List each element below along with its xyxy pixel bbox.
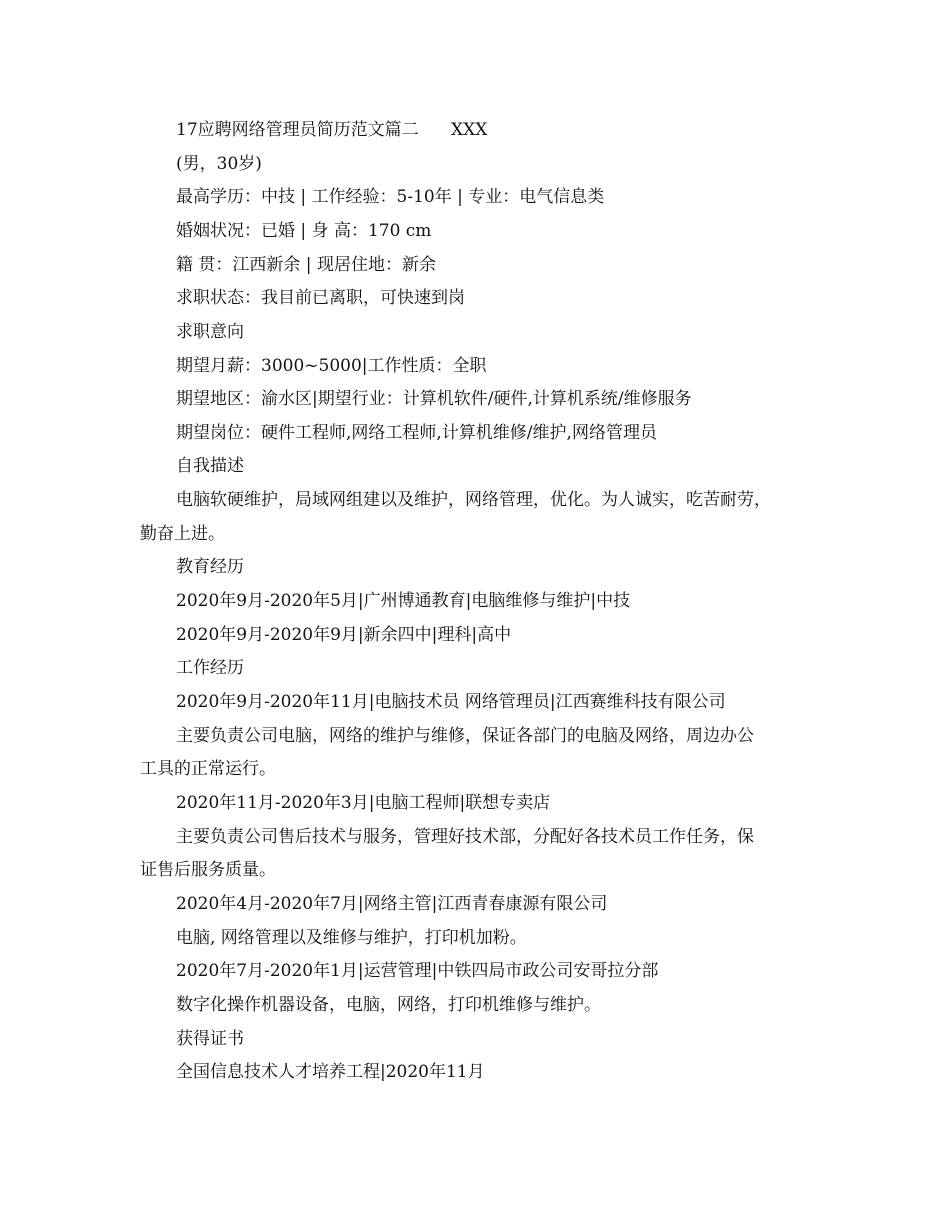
title-line: 17应聘网络管理员简历范文篇二 XXX <box>176 120 488 140</box>
origin-line: 籍 贯：江西新余 | 现居住地：新余 <box>176 255 436 275</box>
salary-line: 期望月薪：3000~5000|工作性质：全职 <box>176 356 487 376</box>
self-heading: 自我描述 <box>176 456 244 476</box>
intent-heading: 求职意向 <box>176 322 244 342</box>
work-entry-1-desc-2: 工具的正常运行。 <box>140 759 276 779</box>
status-line: 求职状态：我目前已离职，可快速到岗 <box>176 288 465 308</box>
work-heading: 工作经历 <box>176 658 244 678</box>
edu-entry-2: 2020年9月-2020年9月|新余四中|理科|高中 <box>176 625 512 645</box>
region-line: 期望地区：渝水区|期望行业：计算机软件/硬件,计算机系统/维修服务 <box>176 389 692 409</box>
work-entry-2: 2020年11月-2020年3月|电脑工程师|联想专卖店 <box>176 793 551 813</box>
marriage-line: 婚姻状况：已婚 | 身 高：170 cm <box>176 221 432 241</box>
edu-heading: 教育经历 <box>176 557 244 577</box>
work-entry-4: 2020年7月-2020年1月|运营管理|中铁四局市政公司安哥拉分部 <box>176 961 659 981</box>
work-entry-4-desc: 数字化操作机器设备，电脑，网络，打印机维修与维护。 <box>176 995 601 1015</box>
work-entry-3: 2020年4月-2020年7月|网络主管|江西青春康源有限公司 <box>176 894 608 914</box>
position-line: 期望岗位：硬件工程师,网络工程师,计算机维修/维护,网络管理员 <box>176 423 657 443</box>
cert-heading: 获得证书 <box>176 1029 244 1049</box>
cert-entry-1: 全国信息技术人才培养工程|2020年11月 <box>176 1062 485 1082</box>
work-entry-1-desc-1: 主要负责公司电脑，网络的维护与维修，保证各部门的电脑及网络，周边办公 <box>176 726 754 746</box>
gender-age: (男，30岁) <box>176 154 262 174</box>
work-entry-2-desc-2: 证售后服务质量。 <box>140 860 276 880</box>
self-desc-line-1: 电脑软硬维护，局域网组建以及维护，网络管理，优化。为人诚实，吃苦耐劳， <box>176 490 771 510</box>
self-desc-line-2: 勤奋上进。 <box>140 524 225 544</box>
work-entry-1: 2020年9月-2020年11月|电脑技术员 网络管理员|江西赛维科技有限公司 <box>176 692 726 712</box>
edu-entry-1: 2020年9月-2020年5月|广州博通教育|电脑维修与维护|中技 <box>176 591 631 611</box>
work-entry-3-desc: 电脑, 网络管理以及维修与维护，打印机加粉。 <box>176 928 527 948</box>
education-line: 最高学历：中技 | 工作经验：5-10年 | 专业：电气信息类 <box>176 187 605 207</box>
work-entry-2-desc-1: 主要负责公司售后技术与服务，管理好技术部，分配好各技术员工作任务，保 <box>176 827 754 847</box>
